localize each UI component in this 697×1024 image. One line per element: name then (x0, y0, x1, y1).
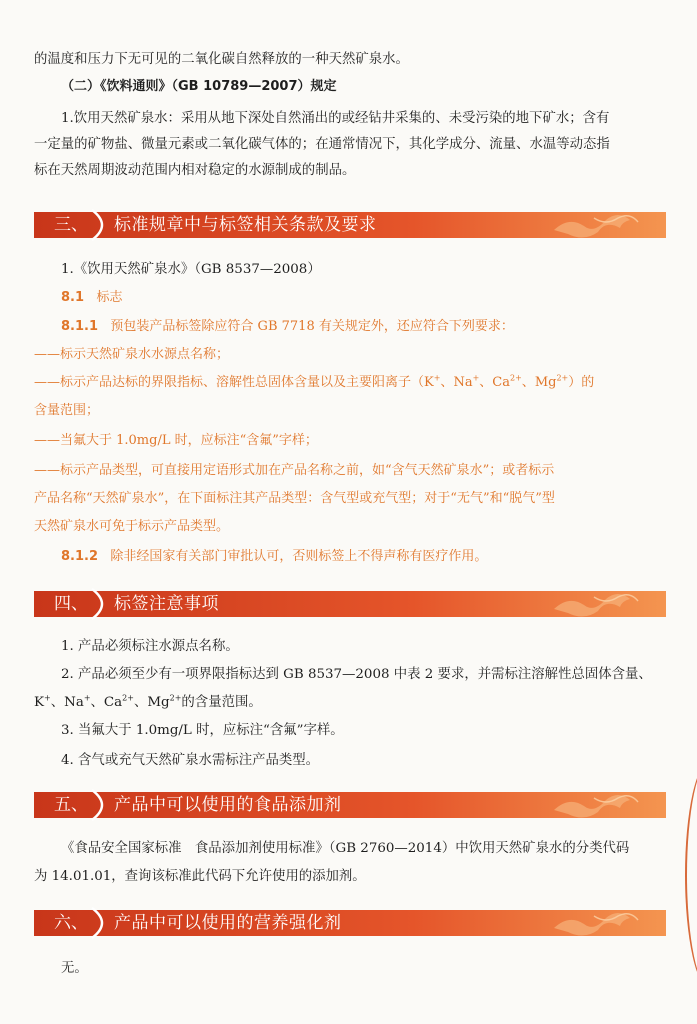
page-edge-curve (685, 760, 697, 990)
sub-heading-2: （二）《饮料通则》（GB 10789—2007）规定 (61, 79, 337, 94)
section-3-number: 三、 (54, 215, 88, 235)
s3-d3: ——当氟大于 1.0mg/L 时，应标注“含氟”字样； (34, 433, 318, 448)
s3-d2-mg-sup: 2+ (556, 373, 569, 383)
s4-ca-sup: 2+ (122, 693, 134, 703)
s4-item-2-line-2: K+、Na+、$Ca^{2+}$、$Mg^{2+}$的含量范围。 (34, 693, 262, 710)
para-1-line-1 (34, 106, 666, 132)
s4-item-2-line-1: 2. 产品必须至少有一项界限指标达到 GB 8537—2008 中表 2 要求，并需标注溶解性总固体含量、 (61, 667, 652, 682)
s3-d4-line-2: 产品名称“天然矿泉水”，在下面标注其产品类型：含气型或充气型；对于“无气”和“脱气”型 (34, 491, 555, 506)
para-1-text: 饮用天然矿泉水：采用从地下深处自然涌出的或经钻井采集的、未受污染的地下矿水；含有 (73, 111, 610, 126)
s3-h81-text: 标志 (96, 290, 123, 305)
s3-h812 (34, 544, 666, 570)
s4-item-3: 3. 当氟大于 1.0mg/L 时，应标注“含氟”字样。 (61, 723, 344, 738)
s5-line-2: 为 14.01.01，查询该标准此代码下允许使用的添加剂。 (34, 869, 366, 884)
section-5-title: 产品中可以使用的食品添加剂 (114, 795, 342, 815)
s3-d2-mg: Mg (534, 375, 557, 390)
s4-item-1: 1. 产品必须标注水源点名称。 (61, 639, 239, 654)
s3-d2-ca-sup: 2+ (510, 373, 522, 383)
s4-mg-sup: 2+ (169, 693, 182, 703)
section-4-number: 四、 (54, 594, 88, 614)
para-1-num: 1. (61, 111, 74, 126)
s3-d2-ca: Ca (492, 375, 510, 390)
s3-d2-post: ）的 (568, 375, 595, 390)
s4-ca: Ca (103, 695, 123, 710)
s4-mg: Mg (147, 695, 170, 710)
section-5-number: 五、 (54, 795, 88, 815)
para-1-line-2: 一定量的矿物盐、微量元素或二氧化碳气体的；在通常情况下，其化学成分、流量、水温等动态指 (34, 137, 610, 152)
s3-h811-num: 8.1.1 (61, 319, 99, 334)
section-banner-5 (34, 788, 666, 822)
s4-item-4: 4. 含气或充气天然矿泉水需标注产品类型。 (61, 753, 320, 768)
section-banner-6 (34, 906, 666, 940)
s3-h812-num: 8.1.2 (61, 549, 99, 564)
s3-d2-na-sup: + (472, 373, 480, 383)
s4-k-sup: + (44, 693, 51, 703)
section-3-title: 标准规章中与标签相关条款及要求 (114, 215, 377, 235)
s3-d2-na: Na (453, 375, 473, 390)
s3-h81 (34, 285, 666, 311)
s3-h81-num: 8.1 (61, 290, 85, 305)
s3-h811-text: 预包装产品标签除应符合 GB 7718 有关规定外，还应符合下列要求： (110, 319, 514, 334)
section-banner-3 (34, 208, 666, 242)
s3-ref: 1.《饮用天然矿泉水》（GB 8537—2008） (61, 262, 321, 277)
s4-k: K (34, 695, 45, 710)
s3-d2-k-sup: + (433, 373, 441, 383)
section-banner-4 (34, 587, 666, 621)
s4-na: Na (64, 695, 84, 710)
section-6-title: 产品中可以使用的营养强化剂 (114, 913, 342, 933)
s3-d2-line-2: 含量范围； (34, 403, 100, 418)
s3-d1: ——标示天然矿泉水水源点名称； (34, 347, 230, 362)
s4-na-sup: + (83, 693, 91, 703)
s3-h811 (34, 314, 666, 340)
s4-post: 的含量范围。 (181, 695, 262, 710)
s5-line-1: 《食品安全国家标准 食品添加剂使用标准》（GB 2760—2014）中饮用天然矿泉水的分类代码 (61, 841, 630, 856)
s3-d2-line-1: ——标示产品达标的界限指标、溶解性总固体含量以及主要阳离子（K+、Na+、$Ca^{2+}$、$Mg^{2+}$）的 (34, 373, 595, 390)
s3-d2-pre: ——标示产品达标的界限指标、溶解性总固体含量以及主要阳离子（K (34, 375, 434, 390)
s3-d4-line-1: ——标示产品类型，可直接用定语形式加在产品名称之前，如“含气天然矿泉水”；或者标示 (34, 463, 555, 478)
section-4-title: 标签注意事项 (114, 594, 219, 614)
s3-h812-text: 除非经国家有关部门审批认可，否则标签上不得声称有医疗作用。 (110, 549, 488, 564)
section-6-number: 六、 (54, 913, 88, 933)
s6-text: 无。 (61, 961, 88, 976)
s3-d4-line-3: 天然矿泉水可免于标示产品类型。 (34, 519, 230, 534)
intro-line: 的温度和压力下无可见的二氧化碳自然释放的一种天然矿泉水。 (34, 52, 409, 67)
para-1-line-3: 标在天然周期波动范围内相对稳定的水源制成的制品。 (34, 163, 356, 178)
